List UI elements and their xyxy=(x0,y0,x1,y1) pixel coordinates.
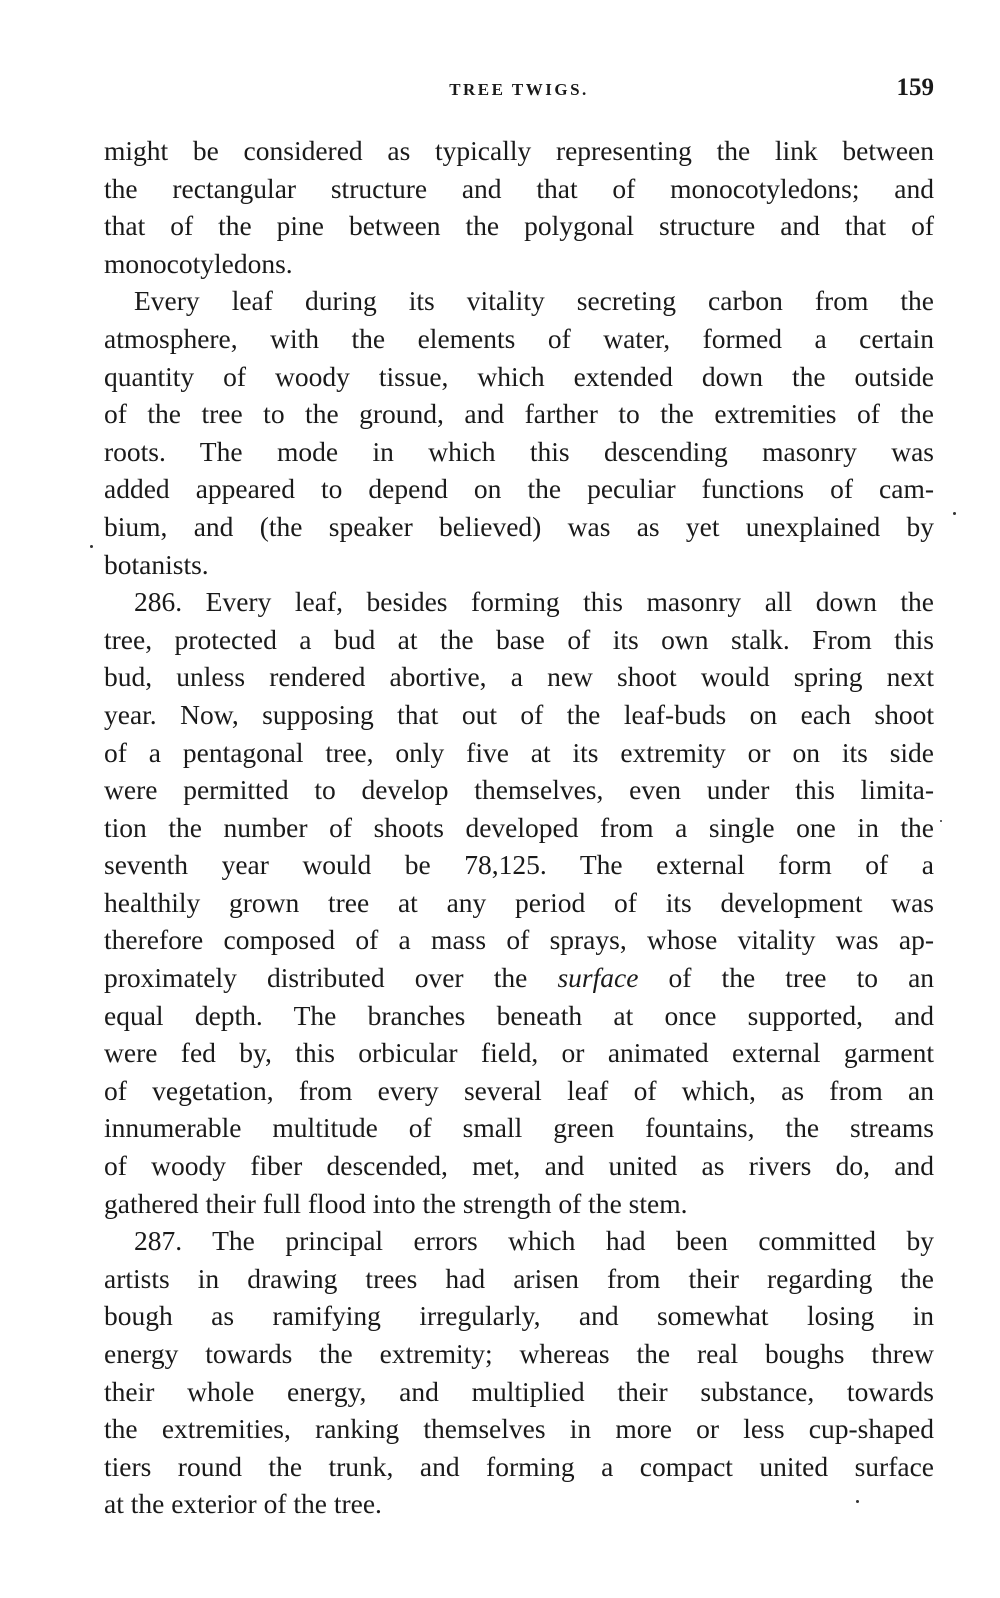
paragraph-every-leaf xyxy=(104,282,934,583)
text-line: Every leaf during its vitality secreting carbon from the xyxy=(134,285,934,317)
italic-word: surface xyxy=(557,962,639,994)
print-speck xyxy=(940,820,942,822)
text-line: at the exterior of the tree. xyxy=(104,1488,382,1520)
text-line: innumerable multitude of small green fountains, the streams xyxy=(104,1112,934,1144)
body-text xyxy=(104,132,934,1523)
text-line: botanists. xyxy=(104,548,209,580)
text-line: bough as ramifying irregularly, and somewhat losing in xyxy=(104,1300,934,1332)
text-line: their whole energy, and multiplied their substance, towards xyxy=(104,1375,934,1407)
running-head xyxy=(104,74,934,104)
paragraph-286 xyxy=(104,583,934,1222)
text-segment: proximately distributed over the xyxy=(104,962,528,994)
text-line: gathered their full flood into the strength of the stem. xyxy=(104,1187,688,1219)
text-line: atmosphere, with the elements of water, formed a certain xyxy=(104,322,934,354)
text-line: the extremities, ranking themselves in more or less cup-shaped xyxy=(104,1413,934,1445)
text-line: the rectangular structure and that of monocotyledons; and xyxy=(104,172,934,204)
text-line: of a pentagonal tree, only five at its extremity or on its side xyxy=(104,736,934,768)
text-line: therefore composed of a mass of sprays, whose vitality was ap- xyxy=(104,924,934,956)
text-line: that of the pine between the polygonal structure and that of xyxy=(104,210,934,242)
text-line: added appeared to depend on the peculiar functions of cam- xyxy=(104,473,934,505)
text-line: of the tree to the ground, and farther to the extremities of the xyxy=(104,398,934,430)
text-line-mixed xyxy=(104,959,934,997)
text-line: of vegetation, from every several leaf of which, as from an xyxy=(104,1074,934,1106)
running-title: TREE TWIGS. xyxy=(449,80,589,99)
print-speck xyxy=(953,512,956,515)
text-line: healthily grown tree at any period of its development was xyxy=(104,886,934,918)
print-speck xyxy=(856,1500,859,1503)
text-line: year. Now, supposing that out of the leaf-buds on each shoot xyxy=(104,698,934,730)
text-line: were permitted to develop themselves, even under this limita- xyxy=(104,774,934,806)
text-line: might be considered as typically representing the link between xyxy=(104,135,934,166)
text-line: 286. Every leaf, besides forming this masonry all down the xyxy=(134,586,934,618)
text-segment: of the tree to an xyxy=(668,962,935,994)
text-line: bium, and (the speaker believed) was as yet unexplained by xyxy=(104,510,934,542)
text-line: equal depth. The branches beneath at once supported, and xyxy=(104,999,934,1031)
text-line: bud, unless rendered abortive, a new shoot would spring next xyxy=(104,661,934,693)
text-line: energy towards the extremity; whereas the real boughs threw xyxy=(104,1338,934,1369)
paragraph-continuation xyxy=(104,132,934,282)
text-line: of woody fiber descended, met, and united as rivers do, and xyxy=(104,1150,934,1182)
text-line: roots. The mode in which this descending masonry was xyxy=(104,435,934,467)
text-line: tree, protected a bud at the base of its own stalk. From this xyxy=(104,623,934,655)
text-line: tiers round the trunk, and forming a compact united surface xyxy=(104,1450,934,1482)
paragraph-287 xyxy=(104,1222,934,1523)
page-number: 159 xyxy=(896,74,934,101)
text-line: tion the number of shoots developed from a single one in the xyxy=(104,811,934,843)
text-line: artists in drawing trees had arisen from their regarding the xyxy=(104,1262,934,1294)
text-line: 287. The principal errors which had been committed by xyxy=(134,1225,934,1257)
text-line: were fed by, this orbicular field, or animated external garment xyxy=(104,1037,934,1069)
print-speck xyxy=(90,545,93,548)
text-line: monocotyledons. xyxy=(104,247,293,279)
text-line: quantity of woody tissue, which extended down the outside xyxy=(104,360,934,392)
text-line: seventh year would be 78,125. The external form of a xyxy=(104,849,934,881)
